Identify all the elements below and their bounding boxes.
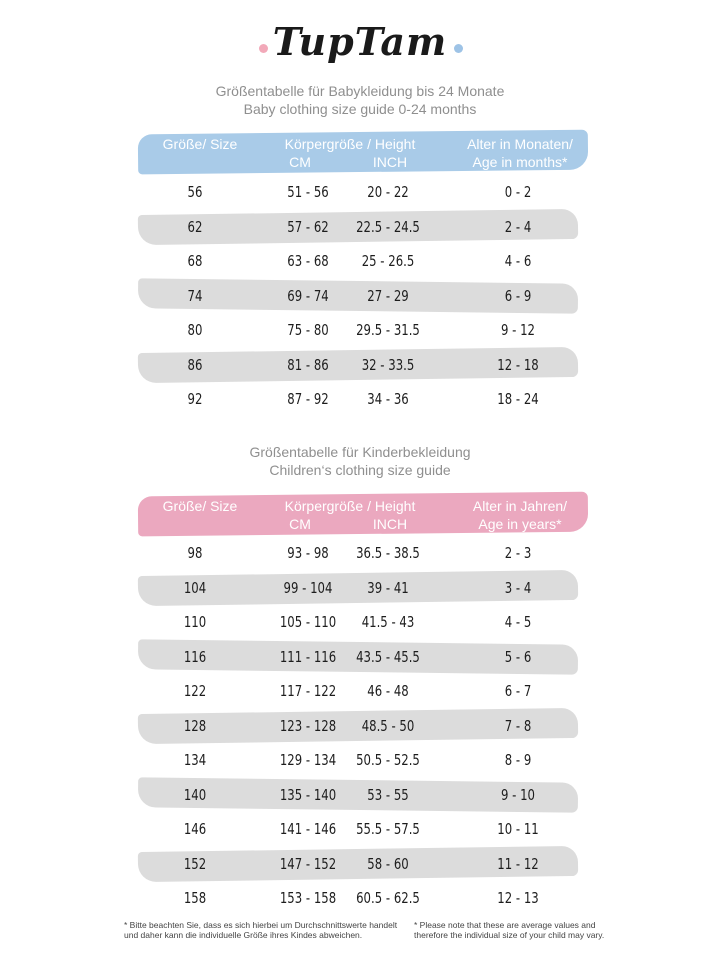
baby-header-inch: INCH — [372, 154, 408, 170]
kids-header-age: Alter in Jahren/ — [472, 498, 568, 514]
kids-header-age-en: Age in years* — [478, 516, 562, 532]
cell-inch: 27 - 29 — [367, 286, 409, 305]
baby-title-en: Baby clothing size guide 0-24 months — [243, 101, 477, 117]
cell-size: 140 — [183, 785, 207, 804]
cell-size: 122 — [183, 682, 207, 700]
cell-size: 110 — [183, 613, 207, 631]
cell-age: 6 - 9 — [504, 286, 532, 305]
cell-cm: 153 - 158 — [279, 889, 337, 907]
cell-cm: 111 - 116 — [279, 647, 337, 666]
footnote-de — [124, 920, 397, 940]
baby-section-title — [0, 82, 720, 118]
cell-size: 68 — [187, 252, 203, 270]
footnote-de-line1: * Bitte beachten Sie, dass es sich hierbei um Durchschnittswerte handelt — [124, 920, 398, 930]
cell-size: 86 — [187, 355, 203, 374]
cell-cm: 81 - 86 — [287, 355, 329, 374]
cell-size: 62 — [187, 217, 203, 236]
cell-inch: 36.5 - 38.5 — [356, 544, 420, 562]
cell-cm: 147 - 152 — [279, 854, 337, 873]
cell-size: 116 — [183, 647, 207, 666]
cell-age: 5 - 6 — [504, 647, 532, 666]
logo-dot-blue — [454, 44, 463, 53]
cell-size: 158 — [183, 889, 207, 907]
cell-cm: 69 - 74 — [287, 286, 329, 305]
cell-size: 128 — [183, 716, 207, 735]
cell-cm: 129 - 134 — [279, 751, 337, 769]
cell-inch: 20 - 22 — [367, 183, 409, 201]
baby-title-de: Größentabelle für Babykleidung bis 24 Monate — [215, 83, 505, 99]
cell-inch: 29.5 - 31.5 — [356, 321, 420, 339]
cell-cm: 87 - 92 — [287, 390, 329, 408]
cell-inch: 46 - 48 — [367, 682, 409, 700]
cell-age: 4 - 6 — [504, 252, 532, 270]
kids-header-inch: INCH — [372, 516, 408, 532]
footnote-de-line2: und daher kann die individuelle Größe ihres Kindes abweichen. — [124, 930, 363, 940]
cell-inch: 60.5 - 62.5 — [356, 889, 420, 907]
cell-size: 134 — [183, 751, 207, 769]
footnote-en-line1: * Please note that these are average values and — [414, 920, 596, 930]
cell-age: 8 - 9 — [504, 751, 532, 769]
baby-header-age: Alter in Monaten/ — [467, 136, 573, 152]
kids-header-size: Größe/ Size — [162, 498, 238, 514]
cell-inch: 50.5 - 52.5 — [356, 751, 420, 769]
cell-age: 2 - 3 — [504, 544, 532, 562]
cell-size: 92 — [187, 390, 203, 408]
cell-size: 152 — [183, 854, 207, 873]
cell-age: 4 - 5 — [504, 613, 532, 631]
cell-cm: 135 - 140 — [279, 785, 337, 804]
cell-cm: 141 - 146 — [279, 820, 337, 838]
cell-size: 146 — [183, 820, 207, 838]
cell-cm: 93 - 98 — [287, 544, 329, 562]
cell-size: 98 — [187, 544, 203, 562]
footnote-en — [414, 920, 604, 940]
cell-age: 11 - 12 — [497, 854, 539, 873]
brand-logo — [0, 14, 720, 70]
cell-size: 80 — [187, 321, 203, 339]
cell-cm: 105 - 110 — [279, 613, 337, 631]
kids-section-title — [0, 443, 720, 479]
baby-header-cm: CM — [289, 154, 311, 170]
cell-inch: 34 - 36 — [367, 390, 409, 408]
cell-size: 104 — [183, 578, 207, 597]
cell-inch: 32 - 33.5 — [361, 355, 415, 374]
cell-age: 9 - 12 — [500, 321, 536, 339]
kids-title-de: Größentabelle für Kinderbekleidung — [249, 444, 471, 460]
baby-header-size: Größe/ Size — [162, 136, 238, 152]
cell-inch: 55.5 - 57.5 — [356, 820, 420, 838]
cell-size: 56 — [187, 183, 203, 201]
kids-header-height: Körpergröße / Height — [284, 498, 416, 514]
baby-header-age-en: Age in months* — [472, 154, 568, 170]
cell-inch: 53 - 55 — [367, 785, 409, 804]
cell-inch: 22.5 - 24.5 — [356, 217, 420, 236]
cell-inch: 43.5 - 45.5 — [356, 647, 420, 666]
kids-title-en: Children‘s clothing size guide — [269, 462, 451, 478]
cell-cm: 123 - 128 — [279, 716, 337, 735]
cell-age: 6 - 7 — [504, 682, 532, 700]
cell-age: 0 - 2 — [504, 183, 532, 201]
baby-header-height: Körpergröße / Height — [284, 136, 416, 152]
cell-cm: 51 - 56 — [287, 183, 329, 201]
cell-size: 74 — [187, 286, 203, 305]
cell-cm: 117 - 122 — [279, 682, 337, 700]
brand-name: TupTam — [273, 14, 447, 70]
cell-cm: 99 - 104 — [283, 578, 333, 597]
logo-dot-pink — [259, 44, 268, 53]
kids-header-cm: CM — [289, 516, 311, 532]
cell-age: 2 - 4 — [504, 217, 532, 236]
cell-age: 12 - 13 — [497, 889, 539, 907]
cell-inch: 39 - 41 — [367, 578, 409, 597]
cell-age: 9 - 10 — [500, 785, 536, 804]
cell-age: 12 - 18 — [497, 355, 539, 374]
cell-age: 3 - 4 — [504, 578, 532, 597]
cell-age: 18 - 24 — [497, 390, 539, 408]
cell-inch: 25 - 26.5 — [361, 252, 415, 270]
cell-age: 7 - 8 — [504, 716, 532, 735]
cell-inch: 58 - 60 — [367, 854, 409, 873]
cell-cm: 57 - 62 — [287, 217, 329, 236]
cell-cm: 75 - 80 — [287, 321, 329, 339]
cell-inch: 41.5 - 43 — [361, 613, 415, 631]
cell-age: 10 - 11 — [497, 820, 539, 838]
cell-inch: 48.5 - 50 — [361, 716, 415, 735]
cell-cm: 63 - 68 — [287, 252, 329, 270]
footnote-en-line2: therefore the individual size of your child may vary. — [414, 930, 605, 940]
